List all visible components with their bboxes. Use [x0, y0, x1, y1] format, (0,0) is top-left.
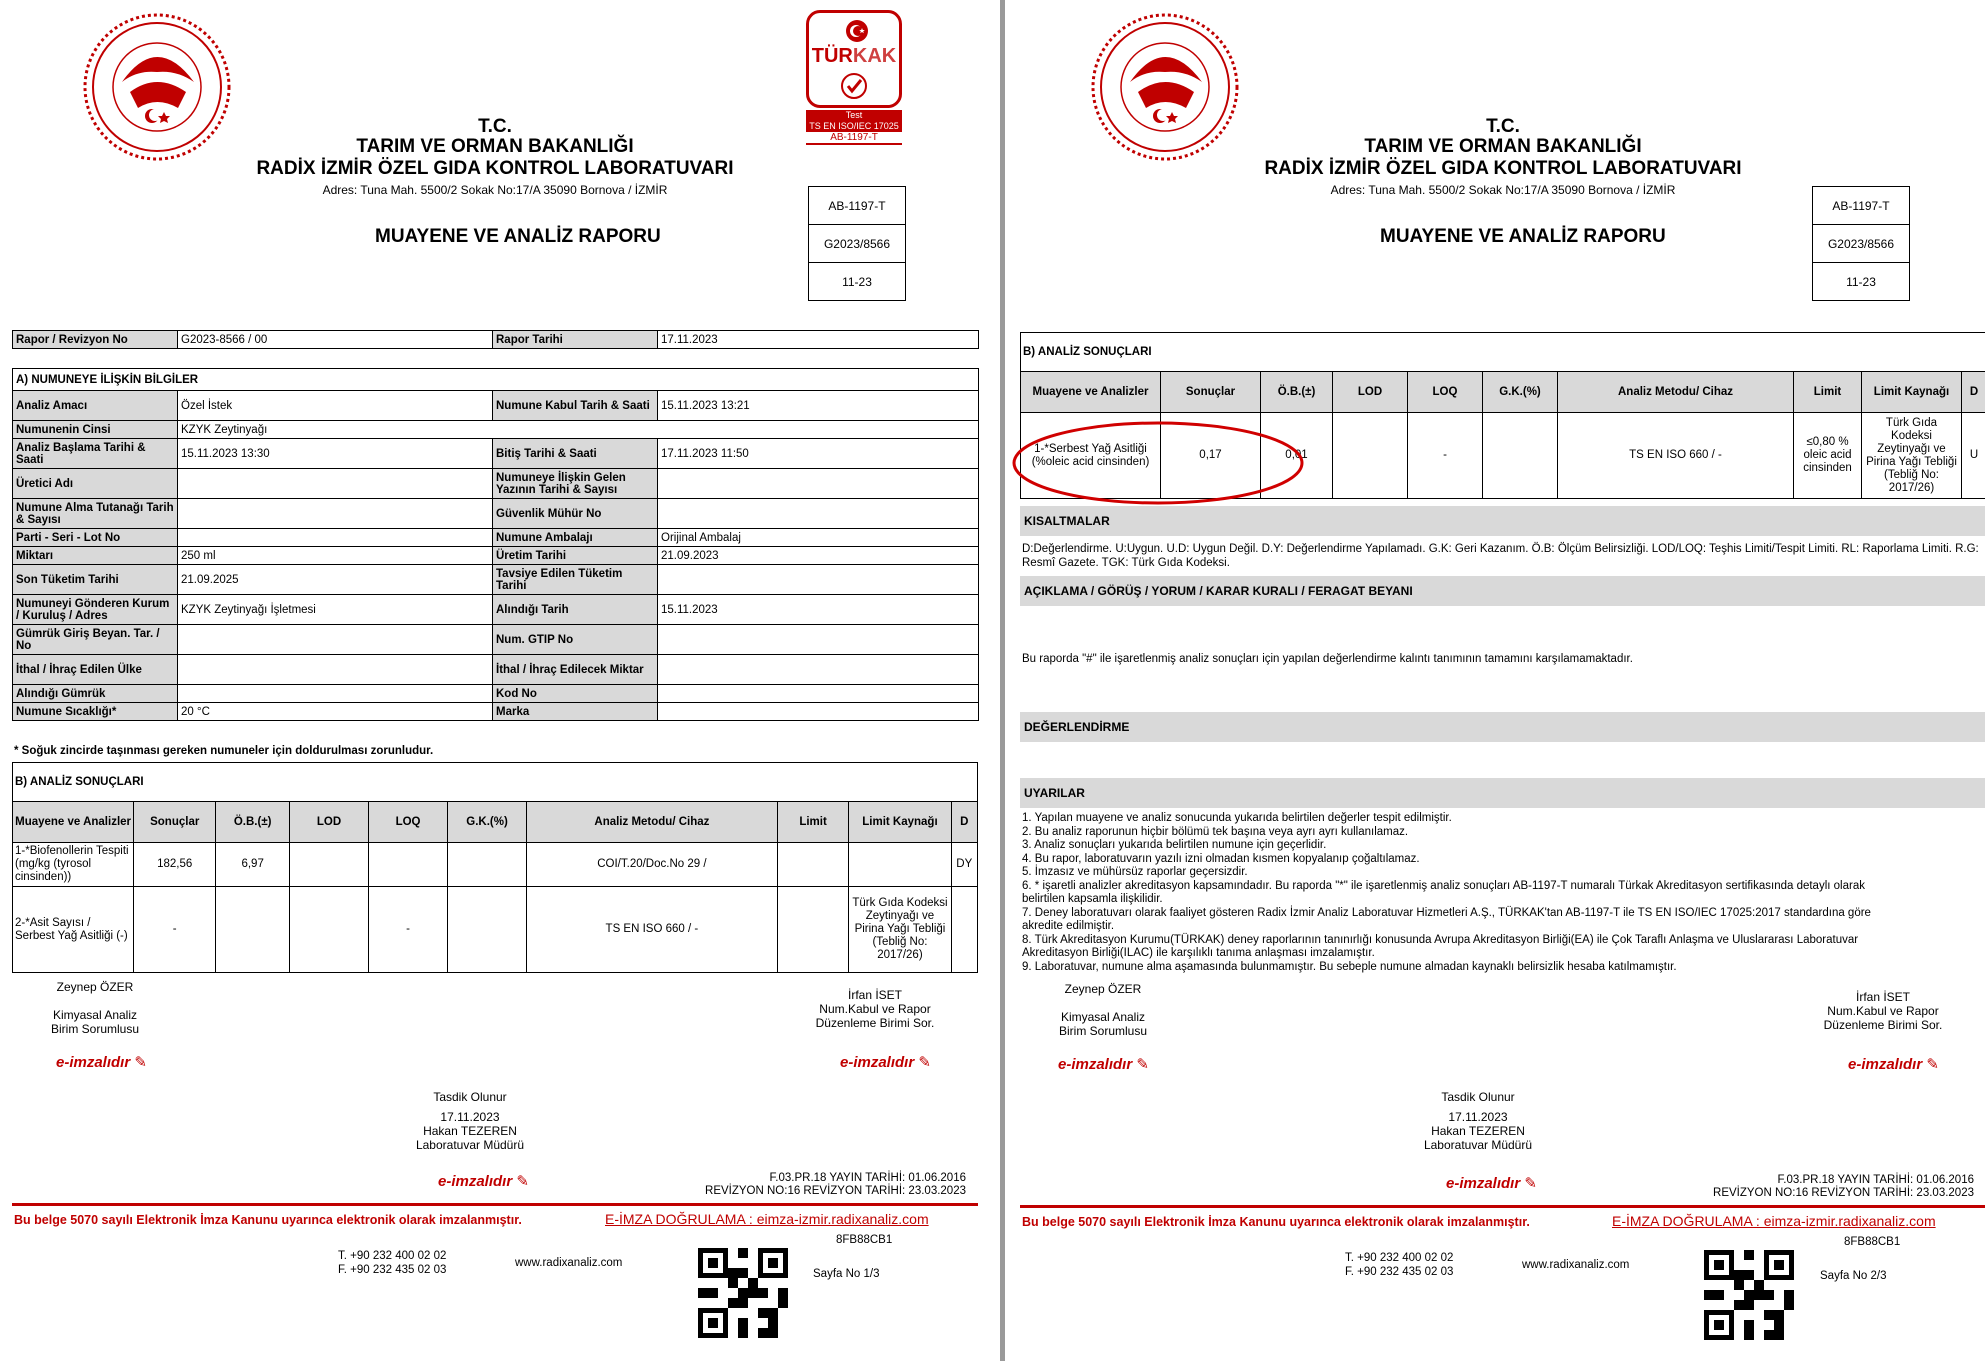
form-publish-date: F.03.PR.18 YAYIN TARİHİ: 01.06.2016 [1777, 1174, 1974, 1186]
section-b-title: B) ANALİZ SONUÇLARI [13, 763, 978, 802]
report-title: MUAYENE VE ANALİZ RAPORU [1380, 226, 1666, 247]
footer-red-line [1020, 1205, 1985, 1208]
cold-chain-note: * Soğuk zincirde taşınması gereken numuneler için doldurulması zorunludur. [14, 745, 434, 757]
uncertainty-value [216, 887, 290, 973]
signer-title: Düzenleme Birimi Sor. [815, 1016, 935, 1030]
revision-value: G2023-8566 / 00 [178, 331, 493, 349]
sample-field-label: Numune Ambalajı [493, 529, 658, 547]
page-divider [1000, 0, 1005, 1361]
form-publish-date: F.03.PR.18 YAYIN TARİHİ: 01.06.2016 [769, 1172, 966, 1184]
col-header-evaluation: D [951, 802, 977, 843]
col-header-limit: Limit [777, 802, 849, 843]
signer-name: Hakan TEZEREN [1431, 1124, 1525, 1138]
highlight-ellipse [1008, 418, 1308, 508]
table-row [13, 843, 978, 887]
comments-title: AÇIKLAMA / GÖRÜŞ / YORUM / KARAR KURALI / FERAGAT BEYANI [1020, 576, 1985, 606]
report-page-2 [1008, 0, 1985, 1361]
loq-value: - [369, 887, 448, 973]
sample-field-value: 21.09.2023 [658, 547, 979, 565]
code-box [1812, 186, 1910, 301]
form-revision: REVİZYON NO:16 REVİZYON TARİHİ: 23.03.2023 [1713, 1187, 1974, 1199]
e-signature-text: e-imzalıdır [1058, 1056, 1133, 1073]
sample-field-label: Numune Sıcaklığı* [13, 703, 178, 721]
header-address: Adres: Tuna Mah. 5500/2 Sokak No:17/A 35090 Bornova / İZMİR [322, 183, 668, 197]
sample-field-label: İthal / İhraç Edilen Ülke [13, 655, 178, 685]
list-item: 2. Bu analiz raporunun hiçbir bölümü tek başına veya ayrı ayrı kullanılamaz. [1022, 825, 1409, 838]
sample-field-label: Numuneyi Gönderen Kurum / Kuruluş / Adres [13, 595, 178, 625]
qr-code-icon [1704, 1250, 1794, 1340]
sample-field-value [178, 655, 493, 685]
pen-icon: ✎ [516, 1173, 529, 1190]
e-signature-text: e-imzalıdır [1848, 1056, 1923, 1073]
pen-icon: ✎ [1926, 1056, 1939, 1073]
header-ministry: TARIM VE ORMAN BAKANLIĞI [356, 136, 634, 157]
sample-field-label: Tavsiye Edilen Tüketim Tarihi [493, 565, 658, 595]
turkak-test-label: Test [845, 110, 863, 120]
pen-icon: ✎ [1136, 1056, 1149, 1073]
signer-title: Kimyasal Analiz [1060, 1010, 1146, 1024]
signature-center [1408, 1090, 1548, 1152]
sample-field-label: Numune Kabul Tarih & Saati [493, 391, 658, 421]
signature-left [30, 980, 160, 1036]
sample-field-value [178, 685, 493, 703]
list-item: 7. Deney laboratuvarı olarak faaliyet gösteren Radix İzmir Analiz Laboratuvar Hizmetleri A.Ş., TÜRKAK'tan AB-1197-T ile TS EN ISO/IEC 17025:2017 standardına göre [1022, 906, 1871, 919]
check-icon [839, 71, 869, 101]
col-header-method: Analiz Metodu/ Cihaz [1558, 372, 1794, 413]
form-info [1628, 1174, 1974, 1200]
accreditation-code: AB-1197-T [1813, 187, 1909, 225]
fax-number: F. +90 232 435 02 03 [1345, 1266, 1454, 1278]
e-signature-stamp [438, 1172, 529, 1190]
document-code: 8FB88CB1 [1844, 1236, 1901, 1248]
sample-field-label: Numuneye İlişkin Gelen Yazının Tarihi & Sayısı [493, 469, 658, 499]
recovery-value [448, 843, 527, 887]
col-header-method: Analiz Metodu/ Cihaz [527, 802, 778, 843]
result-value: 0,17 [1161, 413, 1261, 499]
e-signature-law-note: Bu belge 5070 sayılı Elektronik İmza Kanunu uyarınca elektronik olarak imzalanmıştır. [1022, 1215, 1530, 1229]
abbreviations-text: D:Değerlendirme. U:Uygun. U.D: Uygun Değil. D.Y: Değerlendirme Yapılamadı. G.K: Geri Kazanım. Ö.B: Ölçüm Belirsizliği. LOD/LOQ: Teşhis Limiti/Tespit Limiti. RL: Raporlama Limiti. R.G: Resmî Gazete. TGK: Türk Gıda Kodeksi. [1022, 543, 1979, 569]
method-value: COI/T.20/Doc.No 29 / [527, 843, 778, 887]
sample-field-value: 15.11.2023 13:21 [658, 391, 979, 421]
sample-field-value [658, 685, 979, 703]
turkak-name-part1: TÜR [811, 45, 853, 67]
abbreviations-title: KISALTMALAR [1020, 506, 1985, 536]
e-signature-stamp [840, 1053, 931, 1071]
list-item: 9. Laboratuvar, numune alma aşamasında bulunmamıştır. Bu sebeple numune almadan kaynaklı belirsizlik hesaba katılmamıştır. [1022, 960, 1677, 973]
uncertainty-value: 0,01 [1261, 413, 1333, 499]
revision-label: Rapor / Revizyon No [13, 331, 178, 349]
col-header-limit: Limit [1794, 372, 1862, 413]
evaluation-value: DY [951, 843, 977, 887]
sample-field-label: Marka [493, 703, 658, 721]
header-ministry: TARIM VE ORMAN BAKANLIĞI [1364, 136, 1642, 157]
col-header-loq: LOQ [369, 802, 448, 843]
sample-field-label: Miktarı [13, 547, 178, 565]
e-signature-verify-link[interactable]: E-İMZA DOĞRULAMA : eimza-izmir.radixanaliz.com [605, 1211, 929, 1227]
report-date-label: Rapor Tarihi [493, 331, 658, 349]
list-item: 4. Bu rapor, laboratuvarın yazılı izni olmadan kısmen kopyalanıp çoğaltılamaz. [1022, 852, 1420, 865]
e-signature-stamp [1446, 1174, 1537, 1192]
page-number: Sayfa No 2/3 [1820, 1270, 1887, 1282]
limit-source-value: Türk Gıda Kodeksi Zeytinyağı ve Pirina Yağı Tebliği (Tebliğ No: 2017/26) [849, 887, 951, 973]
sample-field-value [658, 469, 979, 499]
sample-field-label: Alındığı Gümrük [13, 685, 178, 703]
approval-date: 17.11.2023 [1448, 1110, 1508, 1124]
section-b-title: B) ANALİZ SONUÇLARI [1021, 333, 1985, 372]
result-value: 182,56 [134, 843, 216, 887]
sample-field-label: Kod No [493, 685, 658, 703]
evaluation-value: U [1962, 413, 1985, 499]
sample-field-label: Üretici Adı [13, 469, 178, 499]
signer-name: Hakan TEZEREN [423, 1124, 517, 1138]
analysis-results-table [12, 762, 978, 973]
col-header-lod: LOD [290, 802, 369, 843]
col-header-result: Sonuçlar [1161, 372, 1261, 413]
evaluation-value [951, 887, 977, 973]
method-value: TS EN ISO 660 / - [1558, 413, 1794, 499]
phone-number: T. +90 232 400 02 02 [338, 1250, 447, 1262]
list-item: 3. Analiz sonuçları yukarıda belirtilen numune için geçerlidir. [1022, 839, 1327, 851]
col-header-uncertainty: Ö.B.(±) [216, 802, 290, 843]
document-code: 8FB88CB1 [836, 1234, 893, 1246]
col-header-test: Muayene ve Analizler [13, 802, 134, 843]
sample-field-label: Analiz Başlama Tarihi & Saati [13, 439, 178, 469]
section-a-title: A) NUMUNEYE İLİŞKİN BİLGİLER [13, 369, 979, 391]
list-item: Akreditasyon Birliği(ILAC) ile karşılıklı tanıma anlaşması imzalamıştır. [1022, 947, 1375, 959]
e-signature-text: e-imzalıdır [56, 1054, 131, 1071]
fax-number: F. +90 232 435 02 03 [338, 1264, 447, 1276]
limit-value [777, 887, 849, 973]
report-title: MUAYENE VE ANALİZ RAPORU [375, 226, 661, 247]
sample-info-table [12, 368, 979, 721]
col-header-limit-source: Limit Kaynağı [1862, 372, 1962, 413]
signature-right [800, 988, 950, 1030]
signer-title: Kimyasal Analiz [52, 1008, 138, 1022]
list-item: 6. * işaretli analizler akreditasyon kapsamındadır. Bu raporda "*" ile işaretlenmiş analiz sonuçları AB-1197-T numaralı Türkak Akreditasyon sertifikasında detaylı olarak [1022, 879, 1865, 892]
sample-field-value: 250 ml [178, 547, 493, 565]
page-number: Sayfa No 1/3 [813, 1268, 880, 1280]
sample-field-label: Son Tüketim Tarihi [13, 565, 178, 595]
sample-field-value [178, 625, 493, 655]
e-signature-text: e-imzalıdır [1446, 1175, 1521, 1192]
website-link[interactable]: www.radixanaliz.com [1522, 1259, 1630, 1271]
evaluation-title: DEĞERLENDİRME [1020, 712, 1985, 742]
sample-field-value [178, 529, 493, 547]
sample-field-value: KZYK Zeytinyağı İşletmesi [178, 595, 493, 625]
signer-name: İrfan İSET [1855, 990, 1911, 1004]
table-row [13, 887, 978, 973]
loq-value [369, 843, 448, 887]
sample-field-value [178, 499, 493, 529]
period-code: 11-23 [1846, 274, 1876, 289]
sample-field-value: 15.11.2023 13:30 [178, 439, 493, 469]
limit-value [777, 843, 849, 887]
website-link[interactable]: www.radixanaliz.com [515, 1257, 623, 1269]
e-signature-verify-link[interactable]: E-İMZA DOĞRULAMA : eimza-izmir.radixanaliz.com [1612, 1213, 1936, 1229]
limit-source-value: Türk Gıda Kodeksi Zeytinyağı ve Pirina Yağı Tebliği (Tebliğ No: 2017/26) [1862, 413, 1962, 499]
crescent-star-icon [845, 19, 869, 43]
list-item: belirtilen kapsamla ilişkilidir. [1022, 893, 1163, 905]
header-tc: T.C. [1486, 116, 1520, 137]
sample-field-value [658, 565, 979, 595]
col-header-loq: LOQ [1408, 372, 1483, 413]
sample-field-value: Özel İstek [178, 391, 493, 421]
result-value: - [134, 887, 216, 973]
col-header-result: Sonuçlar [134, 802, 216, 843]
signer-title: Num.Kabul ve Rapor [819, 1002, 931, 1016]
sample-field-value [658, 655, 979, 685]
comments-text: Bu raporda "#" ile işaretlenmiş analiz sonuçları için yapılan değerlendirme kalıntı tanımının tamamını karşılamamaktadır. [1022, 653, 1633, 665]
method-value: TS EN ISO 660 / - [527, 887, 778, 973]
signer-title: Düzenleme Birimi Sor. [1823, 1018, 1943, 1032]
accreditation-code: AB-1197-T [809, 187, 905, 225]
sample-field-label: Alındığı Tarih [493, 595, 658, 625]
contact-info [1345, 1251, 1453, 1279]
sample-field-label: Num. GTIP No [493, 625, 658, 655]
col-header-recovery: G.K.(%) [1483, 372, 1558, 413]
phone-number: T. +90 232 400 02 02 [1345, 1252, 1454, 1264]
test-name: 2-*Asit Sayısı / Serbest Yağ Asitliği (-) [13, 887, 134, 973]
sample-field-value [658, 703, 979, 721]
sample-field-label: Bitiş Tarihi & Saati [493, 439, 658, 469]
signer-title: Num.Kabul ve Rapor [1827, 1004, 1939, 1018]
warnings-title: UYARILAR [1020, 778, 1985, 808]
sample-field-value: 21.09.2025 [178, 565, 493, 595]
sample-field-value: KZYK Zeytinyağı [178, 421, 979, 439]
report-code: G2023/8566 [1813, 225, 1909, 263]
warnings-list [1022, 812, 1982, 974]
uncertainty-value: 6,97 [216, 843, 290, 887]
report-info-table [12, 330, 979, 349]
sample-field-value: 15.11.2023 [658, 595, 979, 625]
form-info [620, 1172, 966, 1198]
recovery-value [448, 887, 527, 973]
lod-value [290, 843, 369, 887]
header-address: Adres: Tuna Mah. 5500/2 Sokak No:17/A 35090 Bornova / İZMİR [1330, 183, 1676, 197]
header-tc: T.C. [478, 116, 512, 137]
approval-text: Tasdik Olunur [1441, 1090, 1515, 1104]
signer-title: Birim Sorumlusu [50, 1022, 140, 1036]
period-code: 11-23 [842, 274, 872, 289]
sample-field-label: İthal / İhraç Edilecek Miktar [493, 655, 658, 685]
list-item: 5. İmzasız ve mühürsüz raporlar geçersizdir. [1022, 866, 1248, 878]
pen-icon: ✎ [1524, 1175, 1537, 1192]
report-page-1 [0, 0, 990, 1361]
signature-right [1808, 990, 1958, 1032]
report-date-value: 17.11.2023 [658, 331, 979, 349]
loq-value: - [1408, 413, 1483, 499]
sample-field-value [658, 625, 979, 655]
pen-icon: ✎ [918, 1054, 931, 1071]
sample-field-label: Üretim Tarihi [493, 547, 658, 565]
qr-code-icon [698, 1248, 788, 1338]
turkak-standard: TS EN ISO/IEC 17025 [809, 121, 899, 131]
sample-field-label: Güvenlik Mühür No [493, 499, 658, 529]
col-header-uncertainty: Ö.B.(±) [1261, 372, 1333, 413]
sample-field-value: 17.11.2023 11:50 [658, 439, 979, 469]
e-signature-stamp [1058, 1055, 1149, 1073]
signer-title: Laboratuvar Müdürü [1423, 1138, 1533, 1152]
sample-field-label: Gümrük Giriş Beyan. Tar. / No [13, 625, 178, 655]
col-header-evaluation: D [1962, 372, 1985, 413]
code-box [808, 186, 906, 301]
test-name: 1-*Serbest Yağ Asitliği (%oleic acid cinsinden) [1021, 413, 1161, 499]
turkak-code: AB-1197-T [806, 132, 902, 145]
approval-text: Tasdik Olunur [433, 1090, 507, 1104]
sample-field-label: Analiz Amacı [13, 391, 178, 421]
sample-field-value: Orijinal Ambalaj [658, 529, 979, 547]
pen-icon: ✎ [134, 1054, 147, 1071]
col-header-recovery: G.K.(%) [448, 802, 527, 843]
lod-value [1333, 413, 1408, 499]
sample-field-value: 20 °C [178, 703, 493, 721]
col-header-limit-source: Limit Kaynağı [849, 802, 951, 843]
e-signature-text: e-imzalıdır [840, 1054, 915, 1071]
limit-source-value [849, 843, 951, 887]
list-item: 8. Türk Akreditasyon Kurumu(TÜRKAK) deney raporlarının tanınırlığı konusunda Avrupa Akreditasyon Birliği(EA) ile Çok Taraflı Anlaşma ve Uluslararası Laboratuvar [1022, 933, 1859, 946]
sample-field-label: Numune Alma Tutanağı Tarih & Sayısı [13, 499, 178, 529]
signer-title: Laboratuvar Müdürü [415, 1138, 525, 1152]
sample-field-value [658, 499, 979, 529]
contact-info [338, 1249, 446, 1277]
col-header-lod: LOD [1333, 372, 1408, 413]
signature-center [400, 1090, 540, 1152]
signer-title: Birim Sorumlusu [1058, 1024, 1148, 1038]
report-code: G2023/8566 [809, 225, 905, 263]
signer-name: Zeynep ÖZER [1064, 982, 1142, 996]
approval-date: 17.11.2023 [440, 1110, 500, 1124]
col-header-test: Muayene ve Analizler [1021, 372, 1161, 413]
list-item: akredite edilmiştir. [1022, 920, 1115, 932]
recovery-value [1483, 413, 1558, 499]
header-lab-name: RADİX İZMİR ÖZEL GIDA KONTROL LABORATUVARI [256, 158, 734, 179]
form-revision: REVİZYON NO:16 REVİZYON TARİHİ: 23.03.2023 [705, 1185, 966, 1197]
e-signature-text: e-imzalıdır [438, 1173, 513, 1190]
e-signature-stamp [56, 1053, 147, 1071]
signature-left [1038, 982, 1168, 1038]
sample-field-value [178, 469, 493, 499]
limit-value: ≤0,80 % oleic acid cinsinden [1794, 413, 1862, 499]
turkak-name-part2: KAK [852, 45, 897, 67]
footer-red-line [12, 1203, 978, 1206]
e-signature-stamp [1848, 1055, 1939, 1073]
signer-name: Zeynep ÖZER [56, 980, 134, 994]
sample-field-label: Parti - Seri - Lot No [13, 529, 178, 547]
sample-field-label: Numunenin Cinsi [13, 421, 178, 439]
header-lab-name: RADİX İZMİR ÖZEL GIDA KONTROL LABORATUVARI [1264, 158, 1742, 179]
lod-value [290, 887, 369, 973]
e-signature-law-note: Bu belge 5070 sayılı Elektronik İmza Kanunu uyarınca elektronik olarak imzalanmıştır. [14, 1213, 522, 1227]
list-item: 1. Yapılan muayene ve analiz sonucunda yukarıda belirtilen değerler tespit edilmiştir. [1022, 812, 1452, 824]
signer-name: İrfan İSET [847, 988, 903, 1002]
test-name: 1-*Biofenollerin Tespiti (mg/kg (tyrosol cinsinden)) [13, 843, 134, 887]
